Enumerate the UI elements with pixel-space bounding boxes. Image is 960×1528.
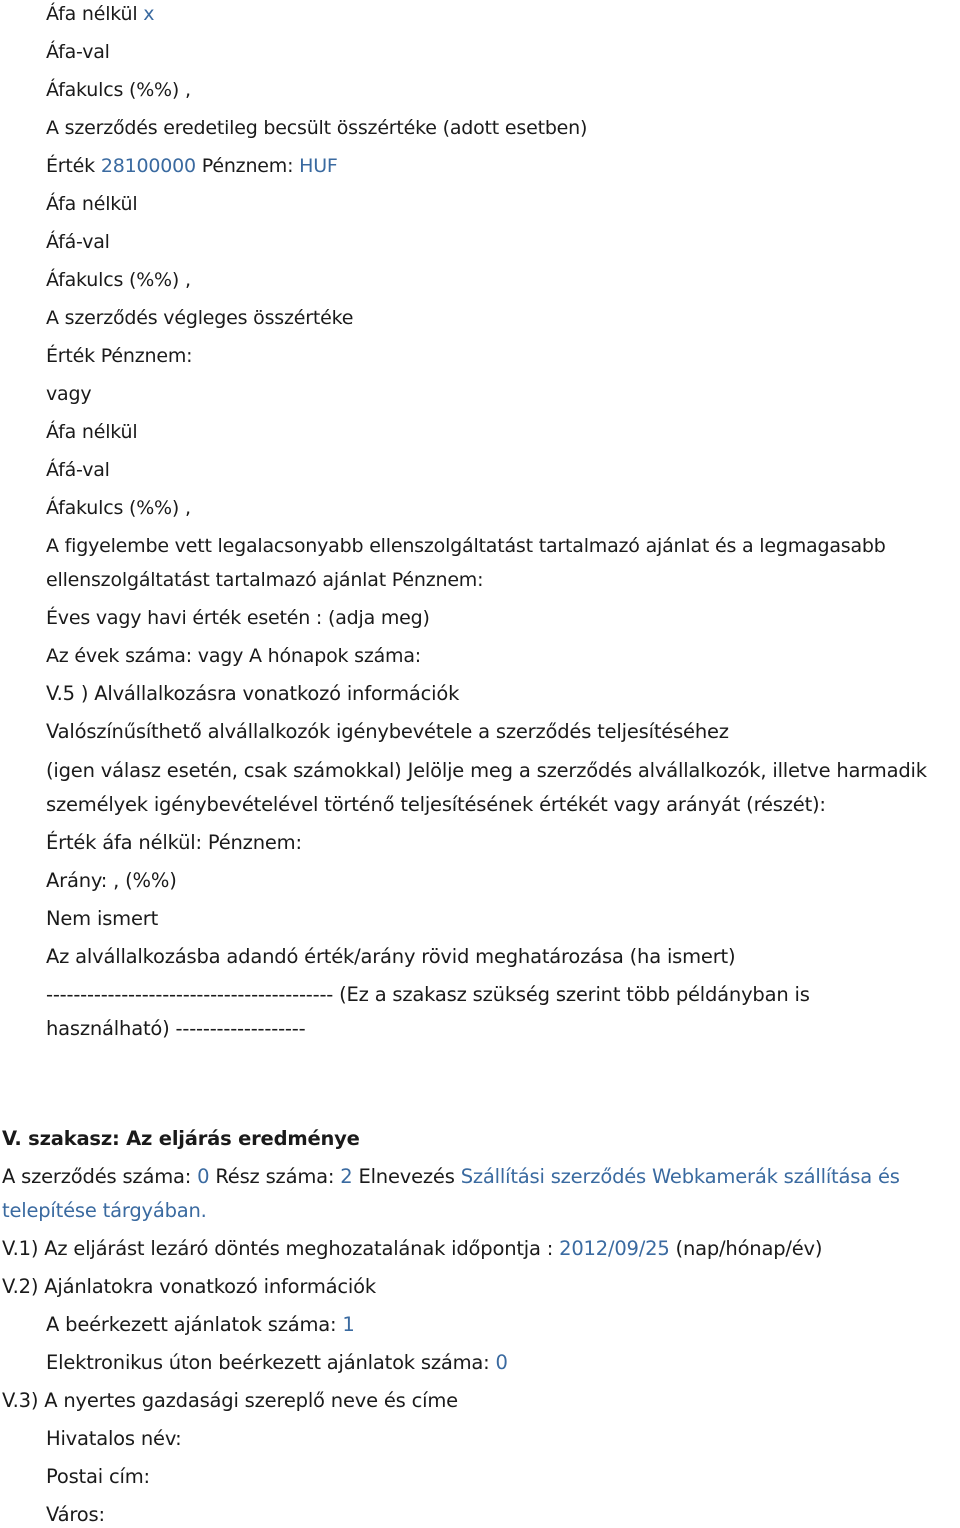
label: (nap/hónap/év) — [669, 1237, 823, 1260]
section-title: V. szakasz: Az eljárás eredménye — [2, 1127, 360, 1150]
repeatable-note-line: ------------------------------------------ (Ez a szakasz szükség szerint több példányban is — [46, 983, 810, 1006]
value-amount: 28100000 — [100, 155, 196, 177]
offers-heading: V.2) Ajánlatokra vonatkozó információk — [2, 1275, 376, 1298]
or-line: vagy — [46, 383, 92, 405]
label: Rész száma: — [209, 1165, 341, 1188]
offers-count: 1 — [342, 1313, 355, 1336]
ratio-line: Arány: , (%%) — [46, 869, 177, 892]
contract-number: 0 — [197, 1165, 210, 1188]
label: A szerződés száma: — [2, 1165, 198, 1188]
value-currency-line: Érték Pénznem: — [46, 345, 193, 367]
offers-received-line — [46, 1312, 355, 1338]
years-months-line: Az évek száma: vagy A hónapok száma: — [46, 645, 421, 667]
annual-monthly-line: Éves vagy havi érték esetén : (adja meg) — [46, 607, 430, 629]
vat-inclusive-line: Áfá-val — [46, 231, 110, 253]
postal-address-line: Postai cím: — [46, 1465, 150, 1488]
subcontracting-heading: V.5 ) Alvállalkozásra vonatkozó információk — [46, 682, 460, 705]
value-excl-vat-line: Érték áfa nélkül: Pénznem: — [46, 831, 302, 854]
contract-name: Szállítási szerződés Webkamerák szállítása és — [460, 1165, 900, 1188]
value: x — [143, 3, 155, 25]
vat-rate-line: Áfakulcs (%%) , — [46, 79, 191, 101]
vat-exclusive-line: Áfa nélkül — [46, 421, 138, 443]
vat-inclusive-line: Áfá-val — [46, 459, 110, 481]
vat-inclusive-line: Áfa-val — [46, 41, 110, 63]
part-number: 2 — [340, 1165, 353, 1188]
repeatable-note-line-cont: használható) ------------------- — [46, 1017, 306, 1040]
vat-exclusive-line: Áfa nélkül — [46, 193, 138, 215]
lowest-highest-offer-line-cont: ellenszolgáltatást tartalmazó ajánlat Pénznem: — [46, 569, 484, 591]
final-total-heading: A szerződés végleges összértéke — [46, 307, 354, 329]
subcontractor-likely-line: Valószínűsíthető alvállalkozók igénybevétele a szerződés teljesítéséhez — [46, 720, 729, 743]
estimated-total-heading: A szerződés eredetileg becsült összértéke (adott esetben) — [46, 117, 588, 139]
label: Áfa nélkül — [46, 3, 144, 25]
subcontract-instructions-line-cont: személyek igénybevételével történő teljesítésének értékét vagy arányát (részét): — [46, 793, 826, 816]
vat-rate-line: Áfakulcs (%%) , — [46, 497, 191, 519]
vat-exclusive-line — [46, 2, 154, 28]
decision-date-line — [2, 1236, 822, 1262]
not-known-line: Nem ismert — [46, 907, 159, 930]
subcontract-instructions-line: (igen válasz esetén, csak számokkal) Jelölje meg a szerződés alvállalkozók, illetve harmadik — [46, 759, 927, 782]
electronic-offers-count: 0 — [495, 1351, 508, 1374]
currency: HUF — [299, 155, 338, 177]
decision-date: 2012/09/25 — [559, 1237, 670, 1260]
label: Pénznem: — [195, 155, 300, 177]
subcontract-description-line: Az alvállalkozásba adandó érték/arány rövid meghatározása (ha ismert) — [46, 945, 736, 968]
label: Elektronikus úton beérkezett ajánlatok száma: — [46, 1351, 496, 1374]
label: Elnevezés — [352, 1165, 461, 1188]
winner-heading: V.3) A nyertes gazdasági szereplő neve és címe — [2, 1389, 458, 1412]
value-currency-line — [46, 154, 338, 180]
label: Érték — [46, 155, 101, 177]
vat-rate-line: Áfakulcs (%%) , — [46, 269, 191, 291]
official-name-line: Hivatalos név: — [46, 1427, 182, 1450]
label: A beérkezett ajánlatok száma: — [46, 1313, 343, 1336]
lowest-highest-offer-line: A figyelembe vett legalacsonyabb ellenszolgáltatást tartalmazó ajánlat és a legmagasabb — [46, 535, 886, 557]
contract-line — [2, 1164, 900, 1190]
city-line: Város: — [46, 1503, 105, 1526]
label: V.1) Az eljárást lezáró döntés meghozatalának időpontja : — [2, 1237, 560, 1260]
electronic-offers-line — [46, 1350, 508, 1376]
contract-name-cont: telepítése tárgyában. — [2, 1199, 207, 1222]
